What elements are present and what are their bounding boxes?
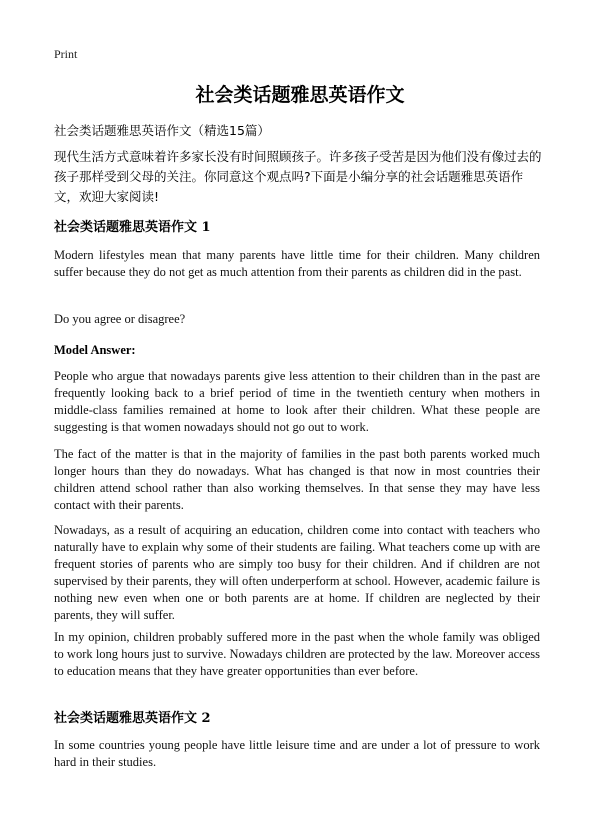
essay-1-paragraph-2: The fact of the matter is that in the majority of families in the past both parents worked much longer hours than they do nowadays. What has changed is that now in most countries their children attend school rather than also working themselves. In that sense they may have less contact with their parents. <box>54 447 540 512</box>
model-answer-label: Model Answer: <box>54 343 136 357</box>
essay-1-heading: 社会类话题雅思英语作文 1 <box>54 220 211 235</box>
essay-1-paragraph-4: In my opinion, children probably suffered more in the past when the whole family was obliged to work long hours just to survive. Nowadays children are protected by the law. Moreover access to education means that they have greater opportunities than ever before. <box>54 630 540 678</box>
document-subtitle: 社会类话题雅思英语作文（精选15篇） <box>54 123 270 138</box>
print-link[interactable]: Print <box>54 47 78 61</box>
essay-1-prompt: Modern lifestyles mean that many parents have little time for their children. Many children suffer because they do not get as much attention from their parents as children did in the past. <box>54 248 540 279</box>
intro-paragraph: 现代生活方式意味着许多家长没有时间照顾孩子。许多孩子受苦是因为他们没有像过去的孩子那样受到父母的关注。你同意这个观点吗?下面是小编分享的社会话题雅思英语作文，欢迎大家阅读! <box>54 149 542 204</box>
essay-1-question: Do you agree or disagree? <box>54 312 186 326</box>
essay-2-prompt: In some countries young people have little leisure time and are under a lot of pressure to work hard in their studies. <box>54 738 540 769</box>
essay-1-paragraph-3: Nowadays, as a result of acquiring an education, children come into contact with teachers who naturally have to explain why some of their students are failing. What teachers come up with are frequent stories of parents who are simply too busy for their children. And if children are not supervised by their parents, they will often underperform at school. However, academic failure is nothing new even when one or both parents are at home. If children are neglected by their parents, they will suffer. <box>54 523 540 622</box>
essay-2-heading: 社会类话题雅思英语作文 2 <box>54 711 211 726</box>
essay-1-paragraph-1: People who argue that nowadays parents give less attention to their children than in the past are frequently looking back to a brief period of time in the twentieth century when mothers in middle-class families remained at home to look after their children. What these people are suggesting is that women nowadays should not go out to work. <box>54 369 540 434</box>
document-title: 社会类话题雅思英语作文 <box>195 84 405 106</box>
